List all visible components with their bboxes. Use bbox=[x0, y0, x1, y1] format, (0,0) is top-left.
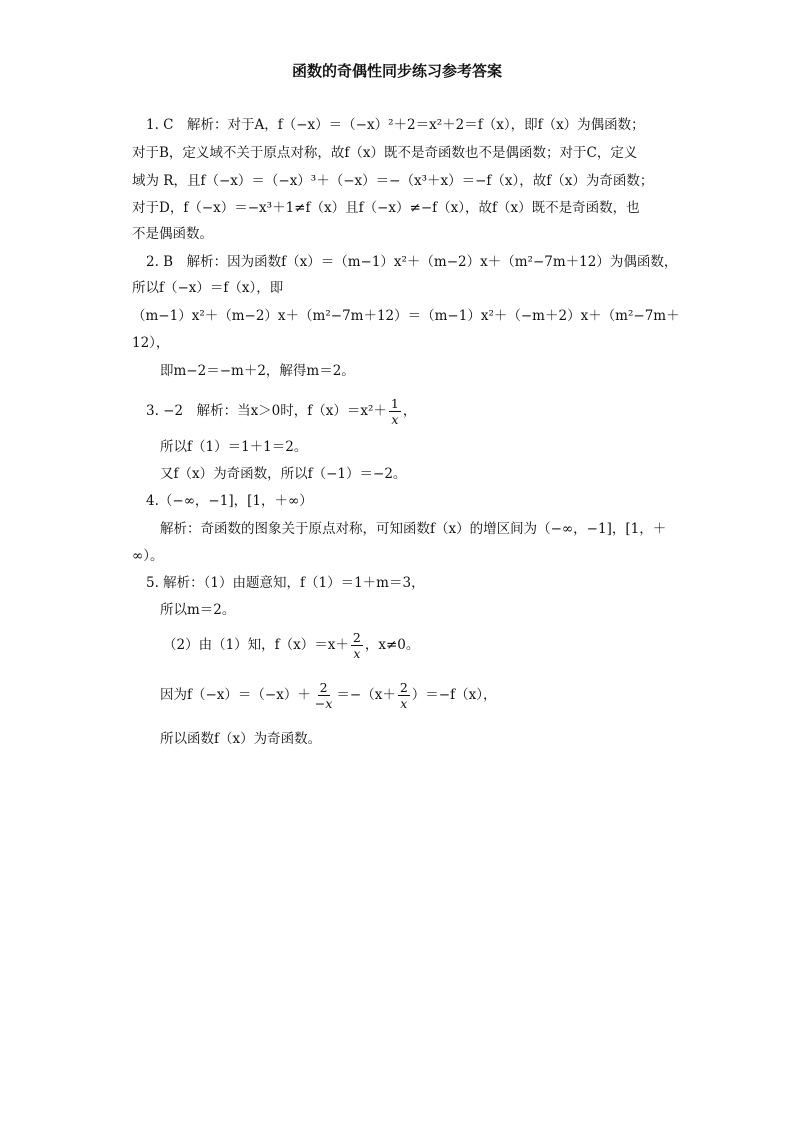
answer-2-line: 即m−2＝−m＋2，解得m＝2。 bbox=[160, 363, 355, 379]
fraction-numerator: 2 bbox=[319, 680, 328, 695]
answer-2-line: 12）， bbox=[132, 335, 170, 351]
answer-1-line: 不是偶函数。 bbox=[132, 226, 213, 242]
answer-4-line: 解析：奇函数的图象关于原点对称，可知函数f（x）的增区间为（−∞，−1]，[1，＋ bbox=[160, 521, 667, 537]
answer-2-line: （m−1）x²＋（m−2）x＋（m²−7m＋12）＝（m−1）x²＋（−m＋2）x＋（m²−7m＋ bbox=[132, 308, 680, 324]
fraction bbox=[398, 680, 410, 711]
answer-1-line: 对于D，f（−x）＝−x³＋1≠f（x）且f（−x）≠−f（x），故f（x）既不是奇函数，也 bbox=[132, 200, 640, 216]
answer-5-line: 5. 解析：（1）由题意知，f（1）＝1＋m＝3， bbox=[146, 575, 425, 591]
answer-5-line: 所以m＝2。 bbox=[160, 602, 236, 618]
answer-5-line: 所以函数f（x）为奇函数。 bbox=[160, 731, 322, 747]
answer-2-line: 2. B 解析：因为函数f（x）＝（m−1）x²＋（m−2）x＋（m²−7m＋12）为偶函数， bbox=[146, 254, 678, 270]
fraction-numerator: 2 bbox=[399, 680, 408, 695]
answer-5-line bbox=[160, 680, 496, 711]
answer-2-line: 所以f（−x）＝f（x），即 bbox=[132, 280, 284, 296]
answer-3-line: 所以f（1）＝1＋1＝2。 bbox=[160, 439, 308, 455]
answer-5-line bbox=[163, 630, 419, 661]
q3-text: ， bbox=[402, 403, 417, 419]
answer-4-line: ∞）。 bbox=[132, 548, 164, 564]
fraction-numerator: 2 bbox=[352, 630, 361, 645]
q5-text: ）＝−f（x）， bbox=[411, 687, 497, 703]
fraction bbox=[389, 396, 401, 427]
answer-1-line: 域为 R，且f（−x）＝（−x）³＋（−x）＝−（x³＋x）＝−f（x），故f（x）为奇函数； bbox=[132, 173, 654, 189]
q3-text: 3. −2 解析：当x＞0时，f（x）＝x²＋ bbox=[146, 403, 387, 419]
q5-text: ，x≠0。 bbox=[364, 637, 420, 653]
answer-1-line: 1. C 解析：对于A，f（−x）＝（−x）²＋2＝x²＋2＝f（x），即f（x）为偶函数； bbox=[146, 117, 645, 133]
fraction bbox=[313, 680, 335, 711]
fraction-denominator: −x bbox=[314, 696, 333, 711]
fraction-denominator: x bbox=[400, 696, 408, 711]
fraction-numerator: 1 bbox=[390, 396, 399, 411]
fraction-denominator: x bbox=[353, 646, 361, 661]
fraction-denominator: x bbox=[391, 412, 399, 427]
answer-3-line bbox=[146, 396, 416, 427]
answer-4-line: 4.（−∞，−1]，[1，＋∞） bbox=[146, 493, 313, 509]
page-title: 函数的奇偶性同步练习参考答案 bbox=[291, 62, 502, 80]
q5-text: ＝−（x＋ bbox=[336, 687, 396, 703]
answer-3-line: 又f（x）为奇函数，所以f（−1）＝−2。 bbox=[160, 466, 407, 482]
q5-text: （2）由（1）知，f（x）＝x＋ bbox=[163, 637, 349, 653]
fraction bbox=[351, 630, 363, 661]
answer-1-line: 对于B，定义域不关于原点对称，故f（x）既不是奇函数也不是偶函数；对于C，定义 bbox=[132, 145, 638, 161]
q5-text: 因为f（−x）＝（−x）＋ bbox=[160, 687, 311, 703]
